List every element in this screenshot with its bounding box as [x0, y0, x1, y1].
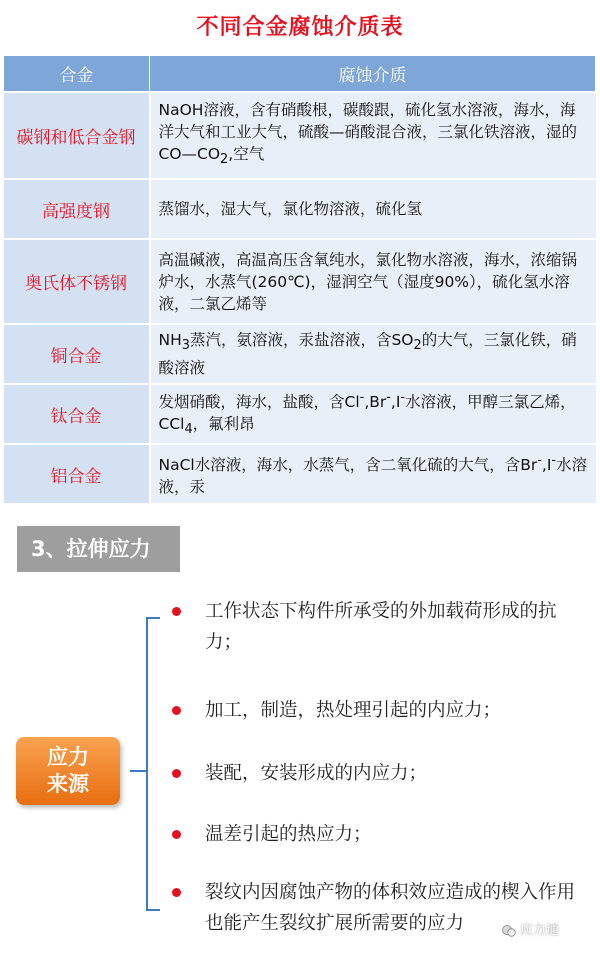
watermark: [502, 919, 592, 943]
stress-source-badge: [16, 737, 120, 805]
bullet-dot-icon: [172, 706, 181, 715]
page-title: 不同合金腐蚀介质表: [196, 15, 404, 40]
alloy-cell: 铜合金: [4, 324, 150, 384]
table-row: [4, 179, 596, 239]
column-header-alloy: 合金: [4, 56, 150, 93]
table-row: [4, 384, 596, 444]
media-cell: 高温碱液，高温高压含氧纯水，氯化物水溶液，海水，浓缩锅炉水，水蒸气(260℃)，湿润空气（湿度90%），硫化氢水溶液，二氯乙烯等: [150, 239, 596, 324]
section-heading: 3、拉伸应力: [17, 526, 180, 572]
list-item: 加工，制造，热处理引起的内应力；: [205, 700, 502, 721]
corrosion-media-table: [3, 55, 596, 505]
list-item: 工作状态下构件所承受的外加载荷形成的抗力；: [205, 601, 557, 653]
stress-source-label-line2: 来源: [47, 772, 89, 796]
bullet-dot-icon: [172, 607, 181, 616]
media-cell: $NH_3$蒸汽，氨溶液，汞盐溶液，含$SO_2$的大气，三氯化铁，硝酸溶液: [150, 324, 596, 384]
alloy-cell: 钛合金: [4, 384, 150, 444]
watermark-text: 应力通: [520, 923, 560, 938]
alloy-cell: 铝合金: [4, 444, 150, 504]
media-cell: NaOH溶液，含有硝酸根，碳酸跟，硫化氢水溶液，海水，海洋大气和工业大气，硫酸—硝酸混合液，三氯化铁溶液，湿的$CO—CO_2$,空气: [150, 92, 596, 179]
table-row: [4, 444, 596, 504]
stress-source-label-line1: 应力: [47, 745, 89, 769]
table-header-row: [4, 56, 596, 93]
bracket-divider: [146, 617, 160, 911]
alloy-cell: 高强度钢: [4, 179, 150, 239]
alloy-cell: 奥氏体不锈钢: [4, 239, 150, 324]
table-row: [4, 92, 596, 179]
media-cell: 发烟硝酸，海水，盐酸，含Cl-,Br-,I-水溶液，甲醇三氯乙烯，CCl$_4$，氟利昂: [150, 384, 596, 444]
bullet-dot-icon: [172, 830, 181, 839]
media-cell: NaCl水溶液，海水，水蒸气，含二氧化硫的大气，含Br-,I-水溶液，汞: [150, 444, 596, 504]
table-row: [4, 239, 596, 324]
media-cell: 蒸馏水，湿大气，氯化物溶液，硫化氢: [150, 179, 596, 239]
table-row: [4, 324, 596, 384]
wechat-logo-icon: [502, 924, 516, 938]
bullet-dot-icon: [172, 769, 181, 778]
alloy-cell: 碳钢和低合金钢: [4, 92, 150, 179]
list-item: 装配，安装形成的内应力；: [205, 763, 428, 784]
list-item: 温差引起的热应力；: [205, 824, 372, 845]
column-header-media: 腐蚀介质: [150, 56, 596, 93]
list-item: 裂纹内因腐蚀产物的体积效应造成的楔入作用也能产生裂纹扩展所需要的应力: [205, 882, 576, 934]
bullet-dot-icon: [172, 888, 181, 897]
